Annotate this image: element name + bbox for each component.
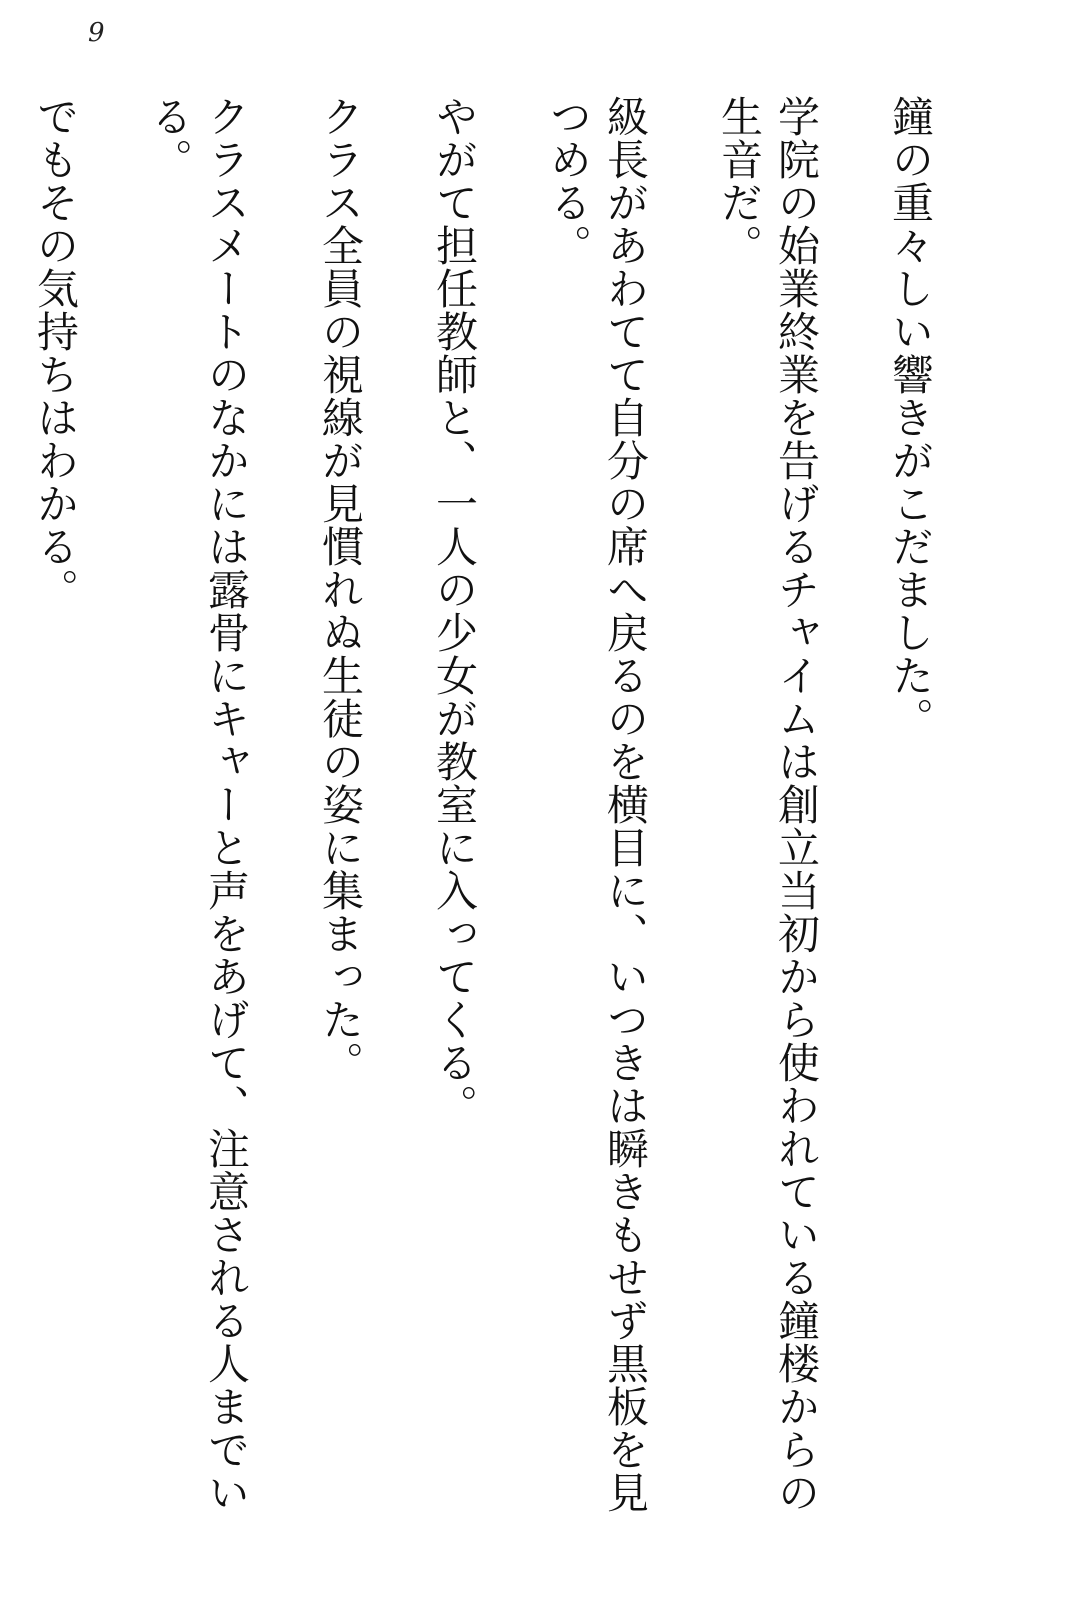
paragraph: クラスメートのなかには露骨にキャーと声をあげて、注意される人までいる。 <box>145 95 251 1514</box>
paragraph: 鐘の重々しい響きがこだました。 <box>886 95 935 740</box>
paragraph: 学院の始業終業を告げるチャイムは創立当初から使われている鐘楼からの生音だ。 <box>715 95 821 1514</box>
page-number: 9 <box>88 18 105 48</box>
paragraph: クラス全員の視線が見慣れぬ生徒の姿に集まった。 <box>316 95 365 1084</box>
novel-text-body <box>0 95 996 1555</box>
paragraph: やがて担任教師と、一人の少女が教室に入ってくる。 <box>430 95 479 1127</box>
paragraph: でもその気持ちはわかる。 <box>31 95 80 611</box>
paragraph: 級長があわてて自分の席へ戻るのを横目に、いつきは瞬きもせず黒板を見つめる。 <box>544 95 650 1514</box>
